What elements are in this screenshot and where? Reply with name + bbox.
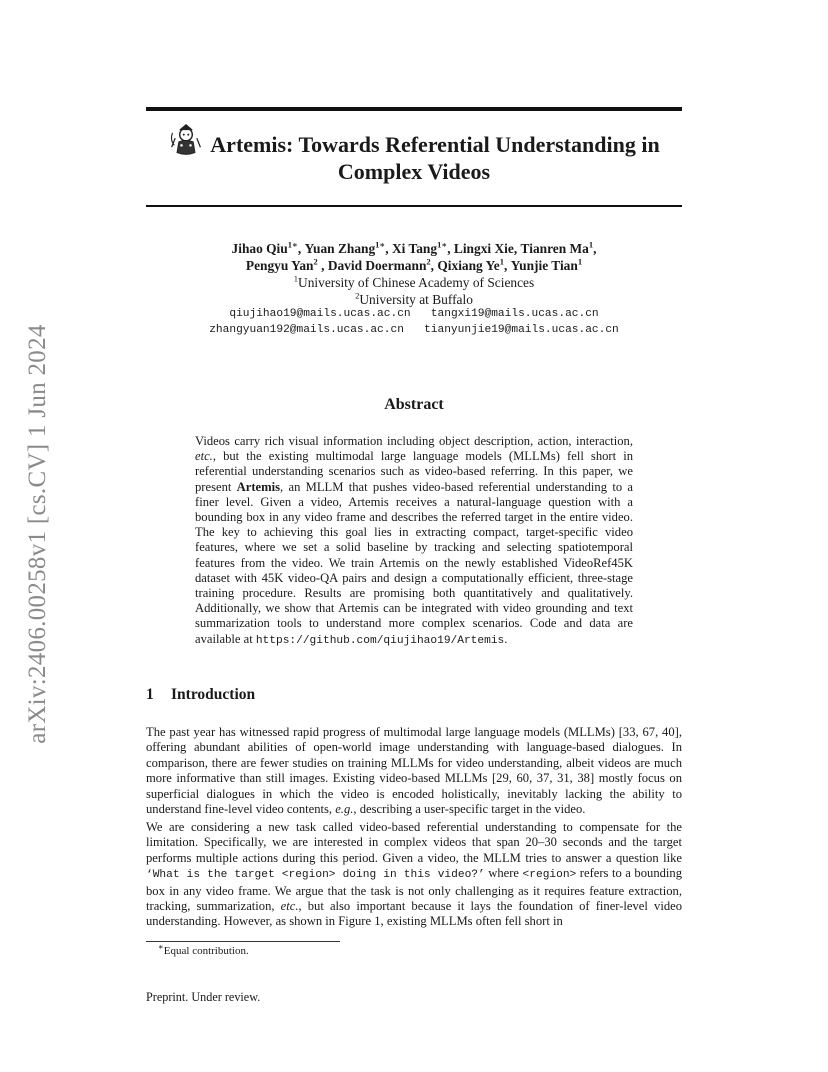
author: David Doermann$^2$,	[327, 256, 434, 273]
code-url-link[interactable]: https://github.com/qiujihao19/Artemis	[255, 634, 505, 647]
email-row	[146, 322, 682, 338]
intro-paragraph-1: The past year has witnessed rapid progress of multimodal large language models (MLLMs) [33, 67, 40], offering abundant abilities of open-world image understanding with language-based dialogues. In comparison, there are fewer studies on training MLLMs for video understanding, albeit videos are much more informative than still images. Existing video-based MLLMs [29, 60, 37, 31, 38] mostly focus on superficial dialogues in which the video is encoded holistically, inevitably lacking the ability to understand fine-level video contents, e.g., describing a user-specific target in the video.	[146, 725, 682, 817]
author: Yuan Zhang$^{1∗}$,	[304, 239, 389, 256]
email: tianyunjie19@mails.ucas.ac.cn	[424, 324, 619, 336]
abstract-body: Videos carry rich visual information including object description, action, interaction, etc., but the existing multimodal large language models (MLLMs) fell short in referential understanding scenarios such as video-based referring. In this paper, we present Artemis, an MLLM that pushes video-based referential understanding to a finer level. Given a video, Artemis receives a natural-language question with a bounding box in any video frame and describes the referred target in the entire video. The key to achieving this goal lies in extracting compact, target-specific video features, where we set a solid baseline by tracking and selecting spatiotemporal features from the video. We train Artemis on the newly established VideoRef45K dataset with 45K video-QA pairs and design a computationally efficient, three-stage training procedure. Results are promising both quantitatively and qualitatively. Additionally, we show that Artemis can be integrated with video grounding and text summarization tools to understand more complex scenarios. Code and data are available at https://github.com/qiujihao19/Artemis.	[195, 434, 634, 647]
paper-title: Artemis: Towards Referential Understanding in Complex Videos	[146, 130, 682, 185]
author: Pengyu Yan$^2$ ,	[245, 256, 325, 273]
email: tangxi19@mails.ucas.ac.cn	[430, 308, 599, 320]
affiliation: $^1$University of Chinese Academy of Sciences	[293, 273, 535, 290]
title-bottom-rule	[146, 205, 682, 207]
author: Lingxi Xie,	[453, 241, 518, 256]
intro-paragraph-2: We are considering a new task called video-based referential understanding to compensate for the limitation. Specifically, we are interested in complex videos that span 20–30 seconds and the target performs multiple actions during this period. Given a video, the MLLM tries to answer a question like ‘What is the target <region> doing in this video?’ where <region> refers to a bounding box in any video frame. We argue that the task is not only challenging as it requires feature extraction, tracking, summarization, etc., but also important because it lays the foundation of finer-level video understanding. However, as shown in Figure 1, existing MLLMs often fell short in	[146, 820, 683, 929]
author: Qixiang Ye$^1$,	[437, 256, 508, 273]
affiliation: $^2$University at Buffalo	[355, 290, 473, 307]
abstract-heading: Abstract	[384, 396, 444, 413]
author-line-1	[146, 240, 682, 257]
email: qiujihao19@mails.ucas.ac.cn	[229, 308, 411, 320]
author-line-2	[146, 257, 682, 274]
author-block	[146, 240, 682, 308]
arxiv-identifier: arXiv:2406.00258v1 [cs.CV] 1 Jun 2024	[24, 324, 51, 744]
footnote-rule	[146, 941, 340, 942]
title-top-rule	[146, 107, 682, 111]
author: Jihao Qiu$^{1∗}$,	[231, 239, 302, 256]
author: Yunjie Tian$^1$	[510, 256, 583, 273]
author: Xi Tang$^{1∗}$,	[392, 239, 451, 256]
footnote: ∗Equal contribution.	[158, 941, 249, 957]
email-block	[146, 306, 682, 338]
email-row	[146, 306, 682, 322]
email: zhangyuan192@mails.ucas.ac.cn	[209, 324, 404, 336]
section-heading-introduction: 1 Introduction	[146, 686, 256, 703]
author: Tianren Ma$^1$,	[520, 239, 597, 256]
artemis-mascot-icon	[168, 122, 204, 158]
preprint-notice: Preprint. Under review.	[146, 990, 261, 1004]
